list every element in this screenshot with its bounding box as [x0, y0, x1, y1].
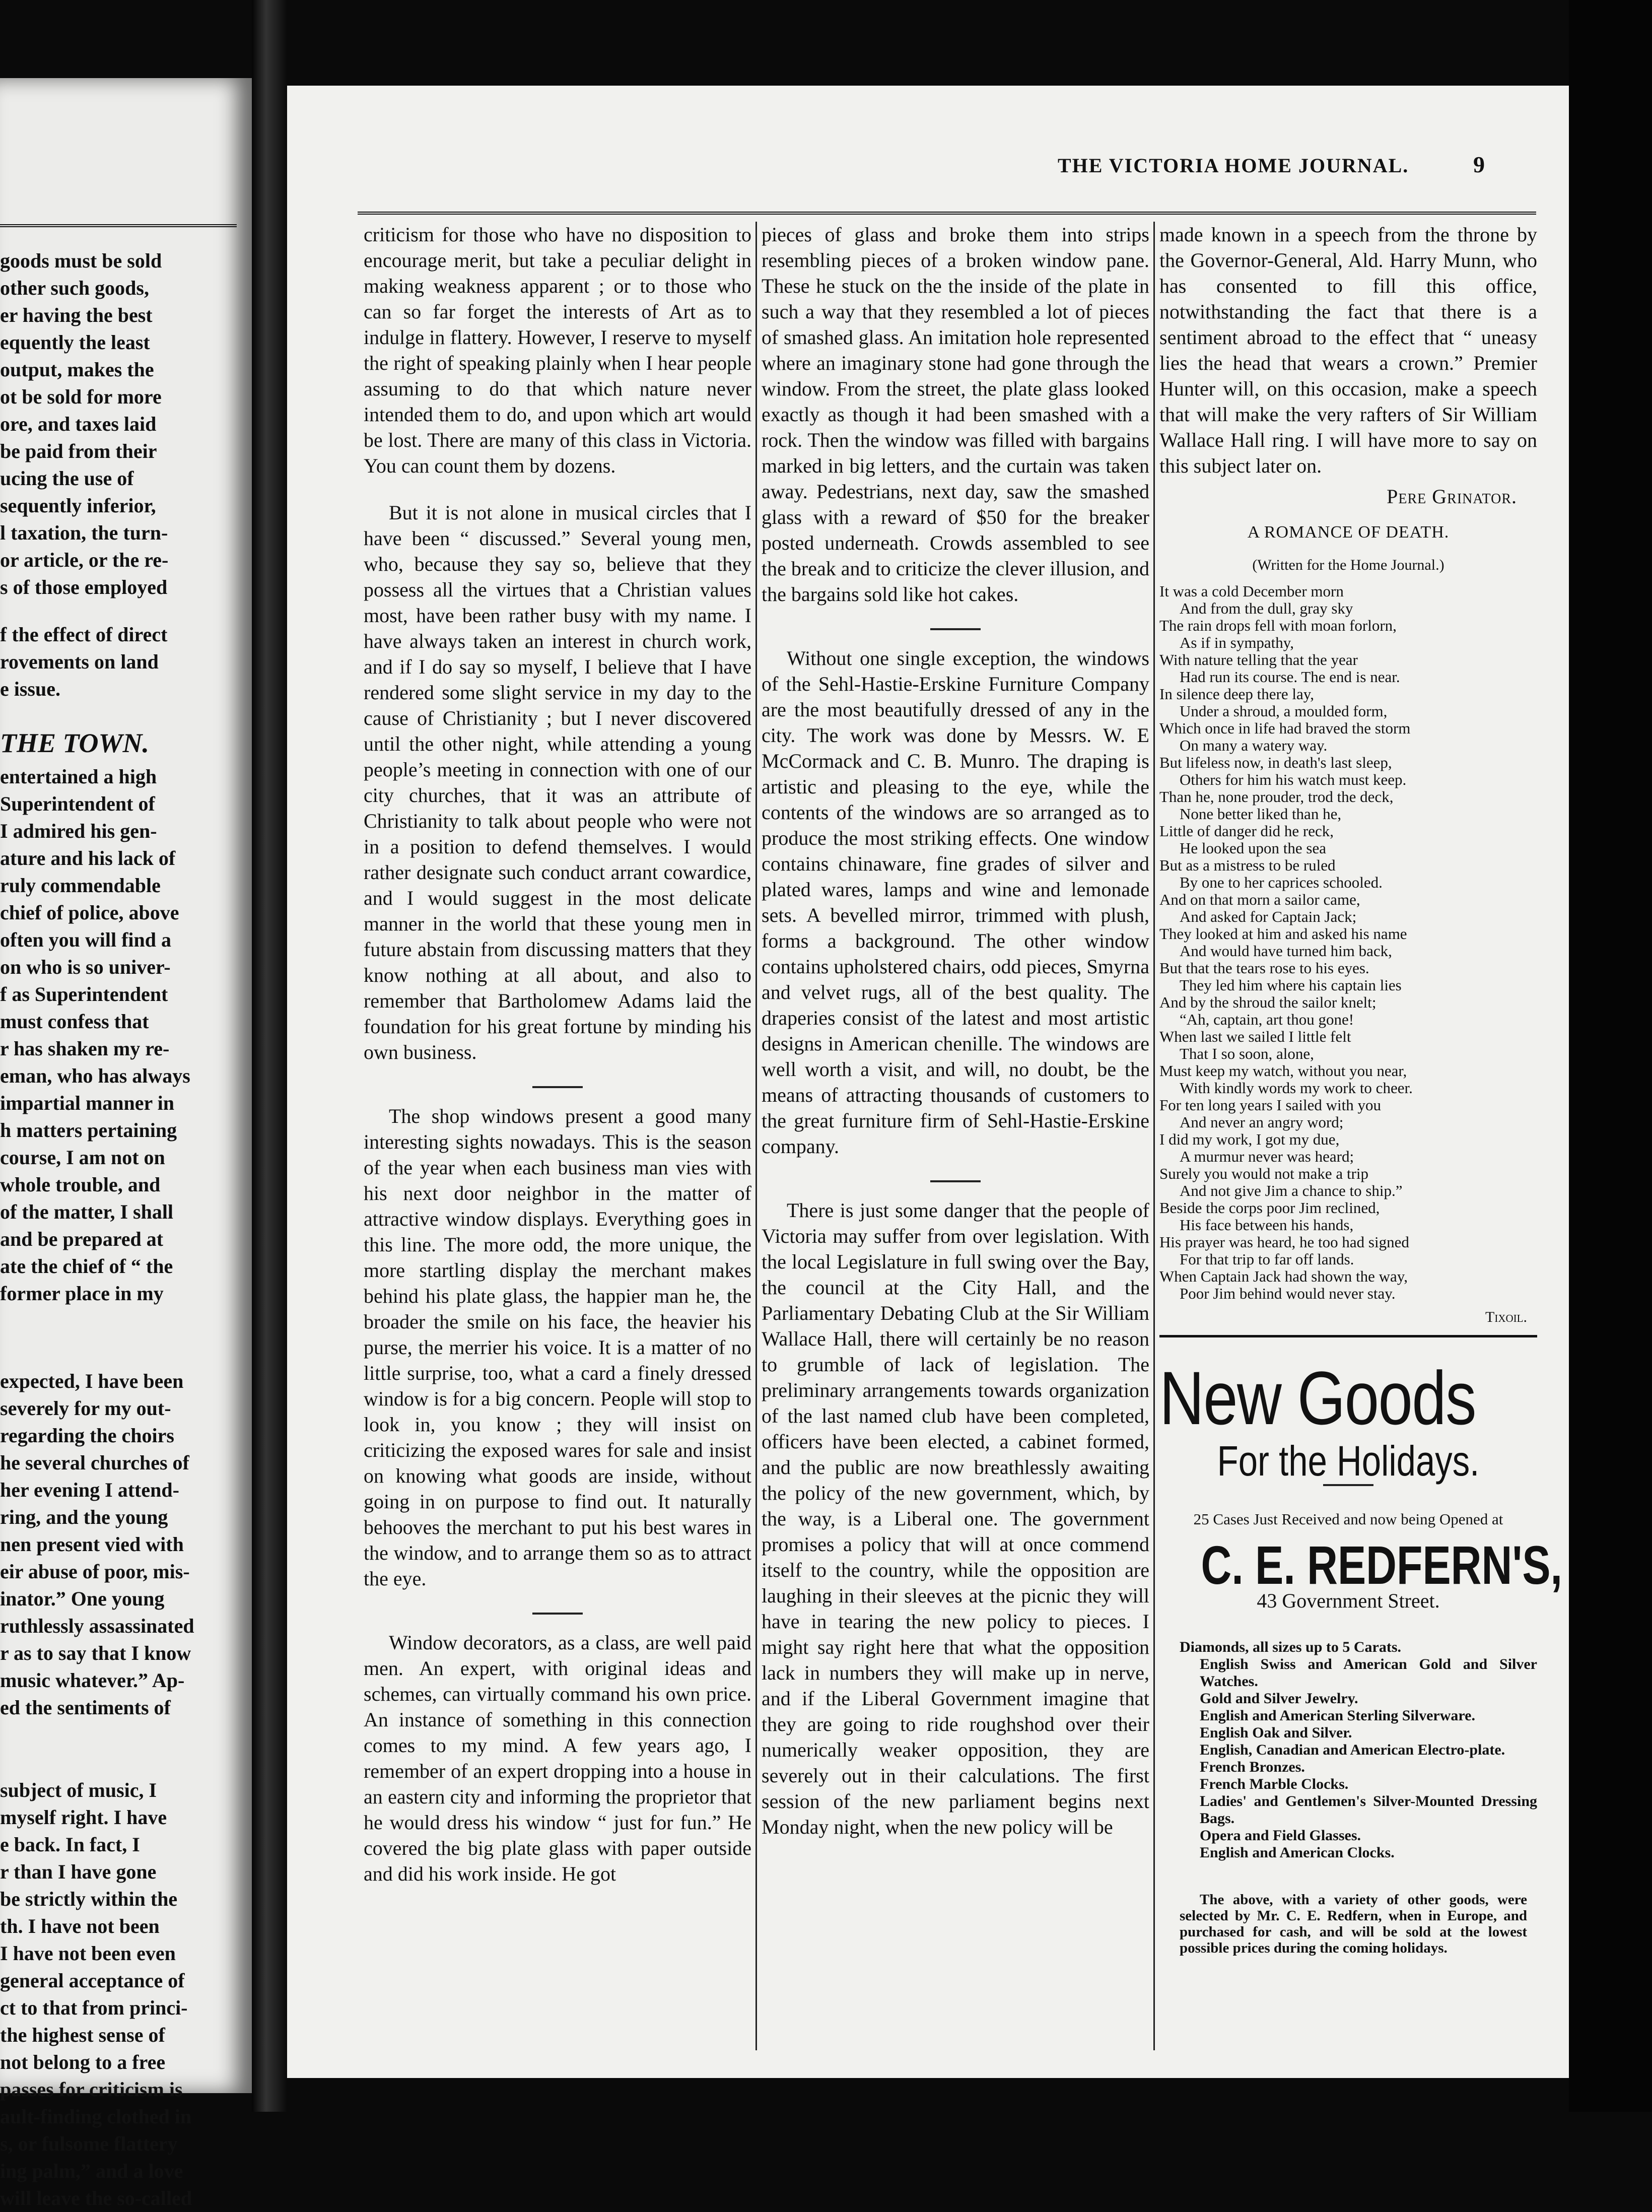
- text-line: be strictly within the: [0, 1888, 178, 1910]
- text-line: impartial manner in: [0, 1092, 174, 1114]
- advert-subheadline: For the Holidays.: [1217, 1437, 1480, 1485]
- author-signature: Pere Grinator.: [1387, 485, 1517, 508]
- text-line: entertained a high: [0, 765, 157, 788]
- text-line: ruthlessly assassinated: [0, 1615, 194, 1637]
- advert-footer: The above, with a variety of other goods, were selected by Mr. C. E. Redfern, when in Europe, and purchased for cash, and will be sold at the lowest possible prices during the coming holidays.: [1180, 1892, 1527, 1956]
- text-line: They led him where his captain lies: [1180, 976, 1402, 994]
- text-line: passes for criticism is: [0, 2078, 183, 2101]
- left-page-rule: [0, 224, 237, 227]
- text-line: music whatever.” Ap-: [0, 1669, 185, 1692]
- text-line: h matters pertaining: [0, 1119, 177, 1142]
- text-line: By one to her caprices schooled.: [1180, 874, 1383, 891]
- column-3: [1159, 222, 1562, 1956]
- advert-headline: New Goods: [1159, 1356, 1476, 1440]
- text-line: or article, or the re-: [0, 549, 169, 571]
- text-line: With nature telling that the year: [1159, 651, 1358, 668]
- text-line: l taxation, the turn-: [0, 521, 168, 544]
- section-heading-the-town: THE TOWN.: [0, 728, 150, 758]
- page-number: 9: [1473, 152, 1485, 177]
- text-line: But lifeless now, in death's last sleep,: [1159, 754, 1392, 771]
- text-line: Than he, none prouder, trod the deck,: [1159, 788, 1394, 806]
- paragraph: But it is not alone in musical circles that I have been “ discussed.” Several young men, who, because they say so, believe that they possess all the virtues that a Christian values most, have been rather busy with my name. I have always taken an interest in church work, and if I do say so myself, I believe that I have rendered some slight service in my day to the cause of Christianity ; but I never discovered until the other night, while attending a young people’s meeting in connection with one of our city churches, that it was an attribute of Christianity to talk about people who were not in a position to defend themselves. I would rather designate such conduct arrant cowardice, and I would suggest in the most delicate manner in the world that these young men in future abstain from discussing matters that they know nothing at all about, and also to remember that Bartholomew Adams laid the foundation for his great fortune by minding his own business.: [364, 501, 751, 1063]
- left-page-text: [0, 224, 237, 2212]
- text-line: It was a cold December morn: [1159, 582, 1344, 600]
- left-text-block-b: [0, 621, 237, 703]
- text-line: ruly commendable: [0, 874, 161, 897]
- text-line: He looked upon the sea: [1180, 839, 1326, 857]
- text-line: ore, and taxes laid: [0, 413, 157, 435]
- text-line: French Marble Clocks.: [1200, 1776, 1349, 1792]
- text-line: And by the shroud the sailor knelt;: [1159, 993, 1376, 1011]
- text-line: course, I am not on: [0, 1146, 165, 1169]
- text-line: And asked for Captain Jack;: [1180, 908, 1357, 925]
- text-line: And on that morn a sailor came,: [1159, 891, 1360, 908]
- running-head-title: THE VICTORIA HOME JOURNAL.: [1058, 154, 1409, 177]
- text-line: With kindly words my work to cheer.: [1180, 1079, 1413, 1097]
- text-line: will leave the so-called: [0, 2187, 192, 2209]
- advert-address: 43 Government Street.: [1257, 1589, 1440, 1612]
- text-line: inator.” One young: [0, 1587, 165, 1610]
- text-line: Little of danger did he reck,: [1159, 822, 1334, 840]
- text-line: Surely you would not make a trip: [1159, 1165, 1368, 1182]
- left-text-block-e: [0, 1777, 237, 2212]
- text-line: the highest sense of: [0, 2024, 165, 2046]
- text-line: regarding the choirs: [0, 1424, 174, 1447]
- poem-body: [1159, 583, 1537, 1302]
- text-line: other such goods,: [0, 277, 149, 299]
- text-line: English Oak and Silver.: [1200, 1724, 1352, 1741]
- text-line: ring, and the young: [0, 1506, 168, 1528]
- text-line: ate the chief of “ the: [0, 1255, 173, 1278]
- text-line: ault-finding clothed in: [0, 2105, 192, 2128]
- text-line: th. I have not been: [0, 1915, 160, 1937]
- text-line: And from the dull, gray sky: [1180, 599, 1353, 617]
- paragraph: Without one single exception, the windows of the Sehl-Hastie-Erskine Furniture Company are the most beautifully dressed of any in the city. The work was done by Messrs. W. E McCormack and C. B. Munro. The draping is artistic and pleasing to the eye, while the contents of the windows are so arranged as to produce the most striking effects. One window contains chinaware, fine grades of silver and plated wares, lamps and wine and lemonade sets. A bevelled mirror, trimmed with plush, forms a background. The other window contains upholstered chairs, odd pieces, Smyrna and velvet rugs, all of the best quality. The draperies consist of the latest and most artistic designs in American chenille. The windows are well worth a visit, and will, no doubt, be the means of attracting thousands of customers to the great furniture firm of Sehl-Hastie-Erskine company.: [762, 647, 1149, 1158]
- advert-item-list: [1180, 1639, 1537, 1861]
- text-line: Superintendent of: [0, 792, 155, 815]
- text-line: severely for my out-: [0, 1397, 171, 1420]
- text-line: ct to that from princi-: [0, 1996, 188, 2019]
- text-line: and be prepared at: [0, 1228, 164, 1250]
- text-line: chief of police, above: [0, 901, 179, 924]
- separator-rule: [930, 1180, 981, 1182]
- text-line: her evening I attend-: [0, 1479, 179, 1501]
- text-line: eir abuse of poor, mis-: [0, 1560, 190, 1583]
- text-line: And would have turned him back,: [1180, 942, 1392, 960]
- text-line: “Ah, captain, art thou gone!: [1180, 1011, 1354, 1028]
- text-line: ing palm,” and a love: [0, 2160, 183, 2182]
- text-line: English, Canadian and American Electro-plate.: [1200, 1741, 1505, 1758]
- text-line: Gold and Silver Jewelry.: [1200, 1690, 1358, 1707]
- right-page: [287, 86, 1569, 2078]
- text-line: on who is so univer-: [0, 956, 171, 978]
- column-2: [762, 222, 1149, 1861]
- column-rule-2: [1153, 222, 1155, 2050]
- text-line: English Swiss and American Gold and Silver Watches.: [1200, 1656, 1537, 1690]
- text-line: former place in my: [0, 1282, 164, 1305]
- text-line: ed the sentiments of: [0, 1696, 171, 1719]
- header-rule: [358, 212, 1536, 215]
- left-text-block-a: [0, 247, 237, 601]
- text-line: must confess that: [0, 1010, 149, 1033]
- text-line: f the effect of direct: [0, 623, 168, 646]
- paragraph: pieces of glass and broke them into strips resembling pieces of a broken window pane. These he stuck on the the inside of the plate in such a way that they resembled a lot of pieces of smashed glass. An imitation hole represented where an imaginary stone had gone through the window. From the street, the plate glass looked exactly as though it had been smashed with a rock. Then the window was filled with bargains marked in big letters, and the curtain was taken away. Pedestrians, next day, saw the smashed glass with a reward of $50 for the breaker posted underneath. Crowds assembled to see the break and to criticize the clever illusion, and the bargains sold like hot cakes.: [762, 223, 1149, 606]
- paragraph: There is just some danger that the people of Victoria may suffer from over legislation. With the local Legislature in full swing over the Bay, the council at the City Hall, and the Parliamentary Debating Club at the Sir William Wallace Hall, there will certainly be no reason to grumble of lack of legislation. The preliminary arrangements towards organization of the last named club have been completed, officers have been elected, a cabinet formed, and the public are now breathlessly awaiting the policy of the new government, which, by the way, is a Liberal one. The government promises a policy that will at once commend itself to the country, while the opposition are laughing in their sleeves at the picnic they will have in tearing the new policy to pieces. I might say right here that what the opposition lack in numbers they will make up in nerve, and if the Liberal Government imagine that they are going to ride roughshod over their numerically weaker opposition, they are severely out in their calculations. The first session of the new parliament begins next Monday night, when the new policy will be: [762, 1199, 1149, 1838]
- text-line: r has shaken my re-: [0, 1037, 170, 1060]
- text-line: But that the tears rose to his eyes.: [1159, 959, 1369, 977]
- text-line: For ten long years I sailed with you: [1159, 1096, 1381, 1114]
- text-line: e issue.: [0, 678, 60, 700]
- text-line: ucing the use of: [0, 467, 134, 490]
- separator-rule: [532, 1086, 583, 1088]
- text-line: English and American Clocks.: [1200, 1844, 1395, 1861]
- text-line: of the matter, I shall: [0, 1200, 174, 1223]
- text-line: ot be sold for more: [0, 385, 162, 408]
- text-line: And not give Jim a chance to ship.”: [1180, 1182, 1403, 1199]
- scan-border: [1569, 0, 1652, 2112]
- text-line: s of those employed: [0, 576, 168, 598]
- text-line: sequently inferior,: [0, 494, 156, 517]
- text-line: eman, who has always: [0, 1064, 190, 1087]
- text-line: general acceptance of: [0, 1969, 185, 1992]
- paragraph: criticism for those who have no disposition to encourage merit, but take a peculiar delight in making weakness apparent ; or to those who can so far forget the interests of Art as to indulge in flattery. However, I reserve to myself the right of speaking plainly when I hear people assuming to do that which nature never intended them to do, and upon which art would be lost. There are many of this class in Victoria. You can count them by dozens.: [364, 223, 751, 477]
- text-line: A murmur never was heard;: [1180, 1148, 1354, 1165]
- text-line: For that trip to far off lands.: [1180, 1250, 1354, 1268]
- text-line: goods must be sold: [0, 249, 162, 272]
- text-line: r as to say that I know: [0, 1642, 191, 1664]
- poem-subtitle: (Written for the Home Journal.): [1252, 557, 1444, 573]
- poem-signature: Tixoil.: [1485, 1309, 1527, 1325]
- text-line: Opera and Field Glasses.: [1200, 1827, 1361, 1844]
- text-line: I have not been even: [0, 1942, 176, 1965]
- text-line: whole trouble, and: [0, 1173, 161, 1196]
- text-line: er having the best: [0, 304, 153, 326]
- text-line: But as a mistress to be ruled: [1159, 856, 1336, 874]
- text-line: output, makes the: [0, 358, 154, 381]
- separator-rule: [532, 1613, 583, 1615]
- text-line: Beside the corps poor Jim reclined,: [1159, 1199, 1380, 1217]
- text-line: They looked at him and asked his name: [1159, 925, 1407, 943]
- text-line: expected, I have been: [0, 1370, 184, 1392]
- advert-merchant-name: C. E. REDFERN'S,: [1201, 1534, 1562, 1595]
- text-line: often you will find a: [0, 928, 172, 951]
- text-line: His face between his hands,: [1180, 1216, 1354, 1234]
- text-line: subject of music, I: [0, 1779, 157, 1801]
- text-line: Had run its course. The end is near.: [1180, 668, 1400, 686]
- paragraph: The shop windows present a good many interesting sights nowadays. This is the season of the year when each business man vies with his next door neighbor in the matter of attractive window displays. Everything goes in this line. The more odd, the more unique, the more startling display the merchant makes behind his plate glass, the happier man he, the broader the smile on his face, the heavier his purse, the merrier his voice. It is a matter of no little surprise, too, what a card a finely dressed window is for a big concern. People will stop to look in, you know ; they will insist on criticizing the exposed wares for sale and insist on knowing what goods are inside, without going in on purpose to find out. It naturally behooves the merchant to put his best wares in the window, and to arrange them so as to attract the eye.: [364, 1105, 751, 1590]
- column-rule-1: [755, 222, 757, 2050]
- text-line: As if in sympathy,: [1180, 634, 1294, 651]
- poem-title: A ROMANCE OF DEATH.: [1247, 523, 1450, 542]
- text-line: nen present vied with: [0, 1533, 184, 1556]
- text-line: e back. In fact, I: [0, 1833, 140, 1856]
- text-line: In silence deep there lay,: [1159, 685, 1314, 703]
- text-line: His prayer was heard, he too had signed: [1159, 1233, 1409, 1251]
- text-line: French Bronzes.: [1200, 1759, 1305, 1775]
- text-line: The rain drops fell with moan forlorn,: [1159, 617, 1397, 634]
- text-line: I did my work, I got my due,: [1159, 1130, 1340, 1148]
- column-1: [364, 222, 751, 1908]
- book-gutter: [252, 0, 287, 2112]
- text-line: Must keep my watch, without you near,: [1159, 1062, 1407, 1080]
- text-line: r than I have gone: [0, 1860, 157, 1883]
- text-line: rovements on land: [0, 650, 159, 673]
- text-line: Ladies' and Gentlemen's Silver-Mounted Dressing Bags.: [1200, 1793, 1537, 1827]
- left-page-fragment: [0, 78, 252, 2209]
- text-line: Which once in life had braved the storm: [1159, 719, 1411, 737]
- text-line: I admired his gen-: [0, 820, 157, 842]
- text-line: None better liked than he,: [1180, 805, 1342, 823]
- text-line: Others for him his watch must keep.: [1180, 771, 1407, 788]
- text-line: not belong to a free: [0, 2051, 166, 2073]
- text-line: equently the least: [0, 331, 150, 354]
- text-line: ature and his lack of: [0, 847, 176, 869]
- text-line: Poor Jim behind would never stay.: [1180, 1285, 1396, 1302]
- text-line: When Captain Jack had shown the way,: [1159, 1267, 1408, 1285]
- paragraph: made known in a speech from the throne by the Governor-General, Ald. Harry Munn, who has consented to fill this office, notwithstanding the fact that there is a sentiment abroad to the effect that “ uneasy lies the head that wears a crown.” Premier Hunter will, on this occasion, make a speech that will make the very rafters of Sir William Wallace Hall ring. I will have more to say on this subject later on.: [1159, 223, 1537, 477]
- text-line: English and American Sterling Silverware.: [1200, 1707, 1475, 1724]
- text-line: That I so soon, alone,: [1180, 1045, 1314, 1062]
- left-text-block-c: [0, 763, 237, 1307]
- advert-intro: 25 Cases Just Received and now being Opened at: [1193, 1510, 1503, 1528]
- paragraph: Window decorators, as a class, are well paid men. An expert, with original ideas and schemes, can virtually command his own price. An instance of something in this connection comes to my mind. A few years ago, I remember of an expert dropping into a house in an eastern city and informing the proprietor that he would dress his window “ just for fun.” He covered the big plate glass with paper outside and did his work inside. He got: [364, 1631, 751, 1885]
- text-line: myself right. I have: [0, 1806, 167, 1829]
- text-line: Under a shroud, a moulded form,: [1180, 702, 1388, 720]
- text-line: be paid from their: [0, 440, 157, 462]
- left-text-block-d: [0, 1368, 237, 1721]
- advert-top-rule: [1159, 1335, 1537, 1337]
- text-line: When last we sailed I little felt: [1159, 1028, 1351, 1045]
- text-line: f as Superintendent: [0, 983, 168, 1006]
- text-line: And never an angry word;: [1180, 1113, 1344, 1131]
- text-line: s, or fulsome flattery: [0, 2132, 178, 2155]
- separator-rule: [930, 628, 981, 630]
- advertisement: [1159, 1356, 1562, 1956]
- text-line: he several churches of: [0, 1451, 189, 1474]
- text-line: Diamonds, all sizes up to 5 Carats.: [1180, 1639, 1402, 1655]
- text-line: On many a watery way.: [1180, 736, 1328, 754]
